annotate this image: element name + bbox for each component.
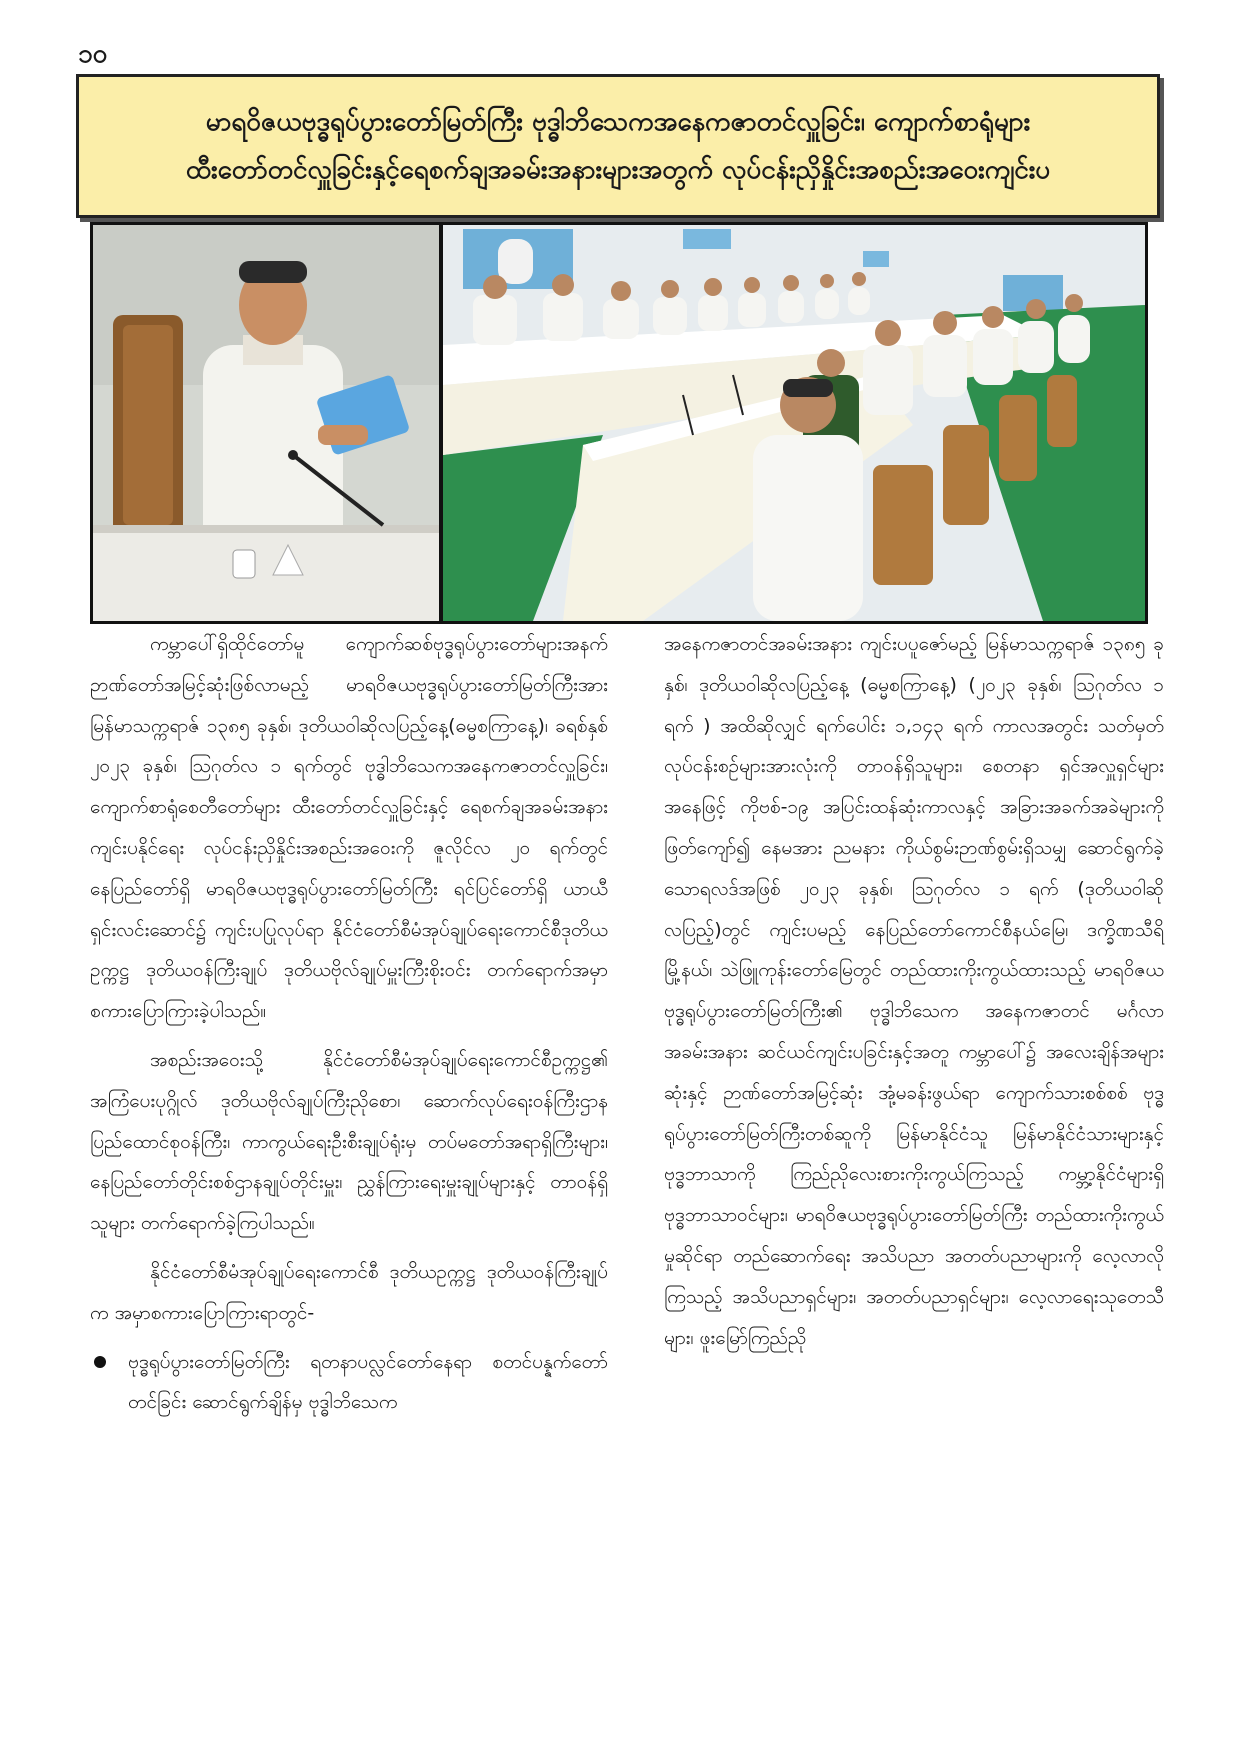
news-photo-frame bbox=[90, 222, 1148, 624]
right-paragraph-1: အနေကဇာတင်အခမ်းအနား ကျင်းပပူဇော်မည့် မြန်မာသက္ကရာဇ် ၁၃၈၅ ခုနှစ်၊ ဒုတိယဝါဆိုလပြည့်နေ့ (ဓမ္မစကြာနေ့) (၂၀၂၃ ခုနှစ်၊ ဩဂုတ်လ ၁ ရက် ) အထိဆိုလျှင် ရက်ပေါင်း ၁,၁၄၃ ရက် ကာလအတွင်း သတ်မှတ်လုပ်ငန်းစဉ်များအားလုံးကို တာဝန်ရှိသူများ၊ စေတနာ ရှင်အလှူရှင်များအနေဖြင့် ကိုဗစ်-၁၉ အပြင်းထန်ဆုံးကာလနှင့် အခြားအခက်အခဲများကို ဖြတ်ကျော်၍ နေမအား ညမနား ကိုယ်စွမ်းဉာဏ်စွမ်းရှိသမျှ ဆောင်ရွက်ခဲ့သောရလဒ်အဖြစ် ၂၀၂၃ ခုနှစ်၊ ဩဂုတ်လ ၁ ရက် (ဒုတိယဝါဆို လပြည့်)တွင် ကျင်းပမည့် နေပြည်တော်ကောင်စီနယ်မြေ၊ ဒက္ခိဏသီရိမြို့နယ်၊ သဲဖြူကုန်းတော်မြေတွင် တည်ထားကိုးကွယ်ထားသည့် မာရဝိဇယဗုဒ္ဓရုပ်ပွားတော်မြတ်ကြီး၏ ဗုဒ္ဓါဘိသေက အနေကဇာတင် မင်္ဂလာအခမ်းအနား ဆင်ယင်ကျင်းပခြင်းနှင့်အတူ ကမ္ဘာပေါ်၌ အလေးချိန်အများဆုံးနှင့် ဉာဏ်တော်အမြင့်ဆုံး အုံ့မခန်းဖွယ်ရာ ကျောက်သားစစ်စစ် ဗုဒ္ဓရုပ်ပွားတော်မြတ်ကြီးတစ်ဆူကို မြန်မာနိုင်ငံသူ မြန်မာနိုင်ငံသားများနှင့် ဗုဒ္ဓဘာသာကို ကြည်ညိုလေးစားကိုးကွယ်ကြသည့် ကမ္ဘာ့နိုင်ငံများရှိ ဗုဒ္ဓဘာသာဝင်များ၊ မာရဝိဇယဗုဒ္ဓရုပ်ပွားတော်မြတ်ကြီး တည်ထားကိုးကွယ်မှုဆိုင်ရာ တည်ဆောက်ရေး အသိပညာ အတတ်ပညာများကို လေ့လာလိုကြသည့် အသိပညာရှင်များ၊ အတတ်ပညာရှင်များ၊ လေ့လာရေးသုတေသီများ၊ ဖူးမြော်ကြည်ညို bbox=[664, 633, 1164, 1349]
left-paragraph-1: ကမ္ဘာပေါ်ရှိထိုင်တော်မူ ကျောက်ဆစ်ဗုဒ္ဓရုပ်ပွားတော်များအနက် ဉာဏ်တော်အမြင့်ဆုံးဖြစ်လာမည့် မာရဝိဇယဗုဒ္ဓရုပ်ပွားတော်မြတ်ကြီးအား မြန်မာသက္ကရာဇ် ၁၃၈၅ ခုနှစ်၊ ဒုတိယဝါဆိုလပြည့်နေ့(ဓမ္မစကြာနေ့)၊ ခရစ်နှစ် ၂၀၂၃ ခုနှစ်၊ ဩဂုတ်လ ၁ ရက်တွင် ဗုဒ္ဓါဘိသေကအနေကဇာတင်လှူခြင်း၊ ကျောက်စာရုံစေတီတော်များ ထီးတော်တင်လှူခြင်းနှင့် ရေစက်ချအခမ်းအနားကျင်းပနိုင်ရေး လုပ်ငန်းညှိနှိုင်းအစည်းအဝေးကို ဇူလိုင်လ ၂၀ ရက်တွင် နေပြည်တော်ရှိ မာရဝိဇယဗုဒ္ဓရုပ်ပွားတော်မြတ်ကြီး ရင်ပြင်တော်ရှိ ယာယီရှင်းလင်းဆောင်၌ ကျင်းပပြုလုပ်ရာ နိုင်ငံတော်စီမံအုပ်ချုပ်ရေးကောင်စီဒုတိယဥက္ကဋ္ဌ ဒုတိယဝန်ကြီးချုပ် ဒုတိယဗိုလ်ချုပ်မှူးကြီးစိုးဝင်း တက်ရောက်အမှာစကားပြောကြားခဲ့ပါသည်။ bbox=[90, 633, 608, 1023]
meeting-hall-photo bbox=[443, 225, 1145, 621]
right-text-column bbox=[664, 624, 1164, 1358]
article-title-box bbox=[76, 74, 1160, 218]
left-paragraph-2: အစည်းအဝေးသို့ နိုင်ငံတော်စီမံအုပ်ချုပ်ရေးကောင်စီဥက္ကဋ္ဌ၏ အကြံပေးပုဂ္ဂိုလ် ဒုတိယဗိုလ်ချုပ်ကြီးညိုစော၊ ဆောက်လုပ်ရေးဝန်ကြီးဌာန ပြည်ထောင်စုဝန်ကြီး၊ ကာကွယ်ရေးဦးစီးချုပ်ရုံးမှ တပ်မတော်အရာရှိကြီးများ၊ နေပြည်တော်တိုင်းစစ်ဌာနချုပ်တိုင်းမှူး၊ ညွှန်ကြားရေးမှူးချုပ်များနှင့် တာဝန်ရှိသူများ တက်ရောက်ခဲ့ကြပါသည်။ bbox=[90, 1048, 608, 1235]
article-title-line-1: မာရဝိဇယဗုဒ္ဓရုပ်ပွားတော်မြတ်ကြီး ဗုဒ္ဓါဘိသေကအနေကဇာတင်လှူခြင်း၊ ကျောက်စာရုံများ bbox=[205, 107, 1031, 137]
bullet-text: ဗုဒ္ဓရုပ်ပွားတော်မြတ်ကြီး ရတနာပလ္လင်တော်နေရာ စတင်ပန္နက်တော်တင်ခြင်း ဆောင်ရွက်ချိန်မှ ဗုဒ္ဓါဘိသေက bbox=[128, 1350, 608, 1414]
official-speaking-photo bbox=[93, 225, 439, 621]
bullet-item bbox=[90, 1342, 608, 1424]
page-number: ၁၀ bbox=[78, 39, 108, 69]
article-title-line-2: ထီးတော်တင်လှူခြင်းနှင့်ရေစက်ချအခမ်းအနားများအတွက် လုပ်ငန်းညှိနှိုင်းအစည်းအဝေးကျင်းပ bbox=[185, 155, 1051, 185]
bullet-icon bbox=[94, 1356, 106, 1368]
left-text-column bbox=[90, 624, 608, 1423]
left-paragraph-3: နိုင်ငံတော်စီမံအုပ်ချုပ်ရေးကောင်စီ ဒုတိယဥက္ကဋ္ဌ ဒုတိယဝန်ကြီးချုပ်က အမှာစကားပြောကြားရာတွင်- bbox=[90, 1260, 608, 1324]
